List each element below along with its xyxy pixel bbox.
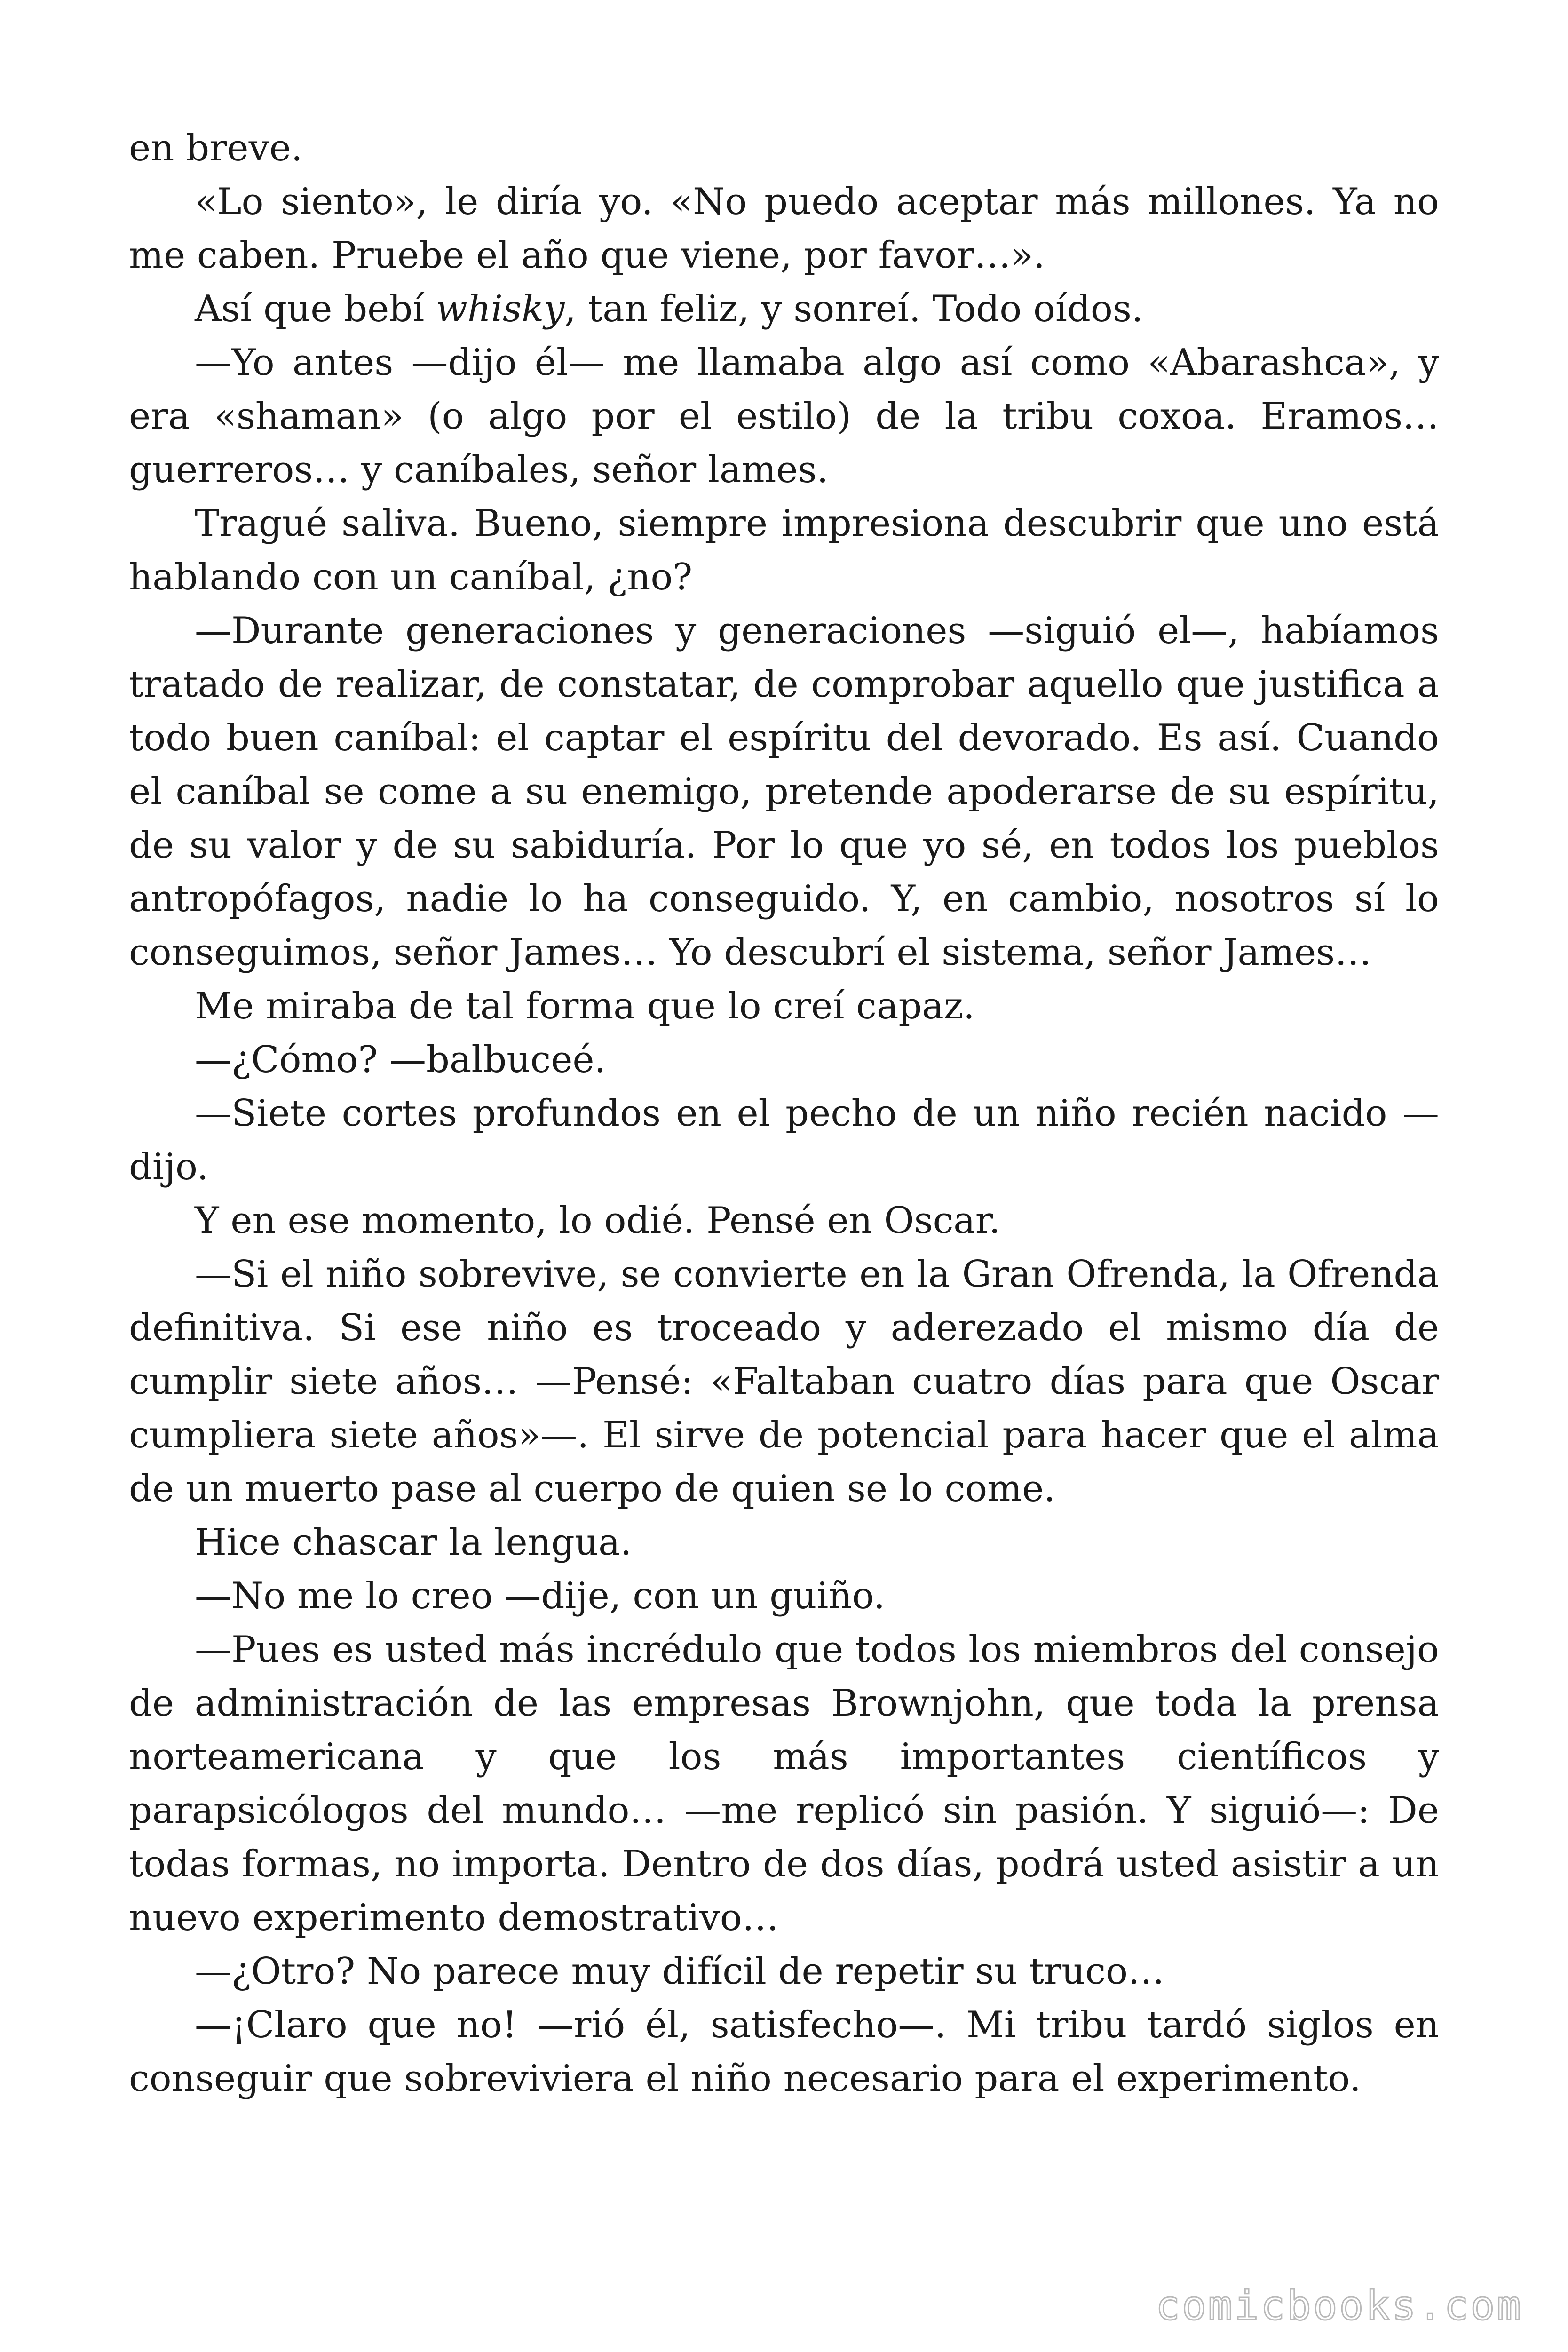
paragraph: Hice chascar la lengua. (195, 1521, 632, 1564)
paragraph: —Durante generaciones y generaciones —siguió el—, habíamos tratado de realizar, de constatar, de comprobar aquello que justifica a todo buen caníbal: el captar el espíritu del devorado. Es así. Cuando el caníbal se come a su enemigo, pretende apoderarse de su espíritu, de su valor y de su sabiduría. Por lo que yo sé, en todos los pueblos antropófagos, nadie lo ha conseguido. Y, en cambio, nosotros sí lo conseguimos, señor James… Yo descubrí el sistema, señor James… (129, 610, 1439, 974)
paragraph: en breve. (129, 127, 303, 169)
paragraph: —No me lo creo —dije, con un guiño. (195, 1575, 885, 1617)
paragraph: —Siete cortes profundos en el pecho de un niño recién nacido —dijo. (129, 1092, 1439, 1188)
paragraph: —¿Otro? No parece muy difícil de repetir su truco… (195, 1950, 1164, 1993)
paragraph: Tragué saliva. Bueno, siempre impresiona descubrir que uno está hablando con un caníbal, ¿no? (129, 502, 1439, 598)
paragraph: Me miraba de tal forma que lo creí capaz. (195, 985, 975, 1027)
paragraph: —¡Claro que no! —rió él, satisfecho—. Mi tribu tardó siglos en conseguir que sobreviviera el niño necesario para el experimento. (129, 2004, 1439, 2100)
paragraph: «Lo siento», le diría yo. «No puedo aceptar más millones. Ya no me caben. Pruebe el año que viene, por favor…». (129, 181, 1439, 277)
page-body (129, 121, 1439, 2106)
paragraph-text-start: Así que bebí (195, 288, 436, 330)
watermark: comicbooks.com (1156, 2282, 1523, 2329)
paragraph: —Pues es usted más incrédulo que todos los miembros del consejo de administración de las empresas Brownjohn, que toda la prensa norteamericana y que los más importantes científicos y parapsicólogos del mundo… —me replicó sin pasión. Y siguió—: De todas formas, no importa. Dentro de dos días, podrá usted asistir a un nuevo experimento demostrativo… (129, 1629, 1439, 1939)
paragraph: —Yo antes —dijo él— me llamaba algo así como «Abarashca», y era «shaman» (o algo por el estilo) de la tribu coxoa. Eramos… guerreros… y caníbales, señor lames. (129, 342, 1439, 491)
emphasized-word: whisky (436, 288, 565, 330)
paragraph-text-end: , tan feliz, y sonreí. Todo oídos. (564, 288, 1143, 330)
paragraph (129, 282, 1439, 336)
paragraph: Y en ese momento, lo odié. Pensé en Oscar. (195, 1200, 1001, 1242)
paragraph: —¿Cómo? —balbuceé. (195, 1039, 606, 1081)
paragraph: —Si el niño sobrevive, se convierte en la Gran Ofrenda, la Ofrenda definitiva. Si ese niño es troceado y aderezado el mismo día de cumplir siete años… —Pensé: «Faltaban cuatro días para que Oscar cumpliera siete años»—. El sirve de potencial para hacer que el alma de un muerto pase al cuerpo de quien se lo come. (129, 1253, 1439, 1510)
